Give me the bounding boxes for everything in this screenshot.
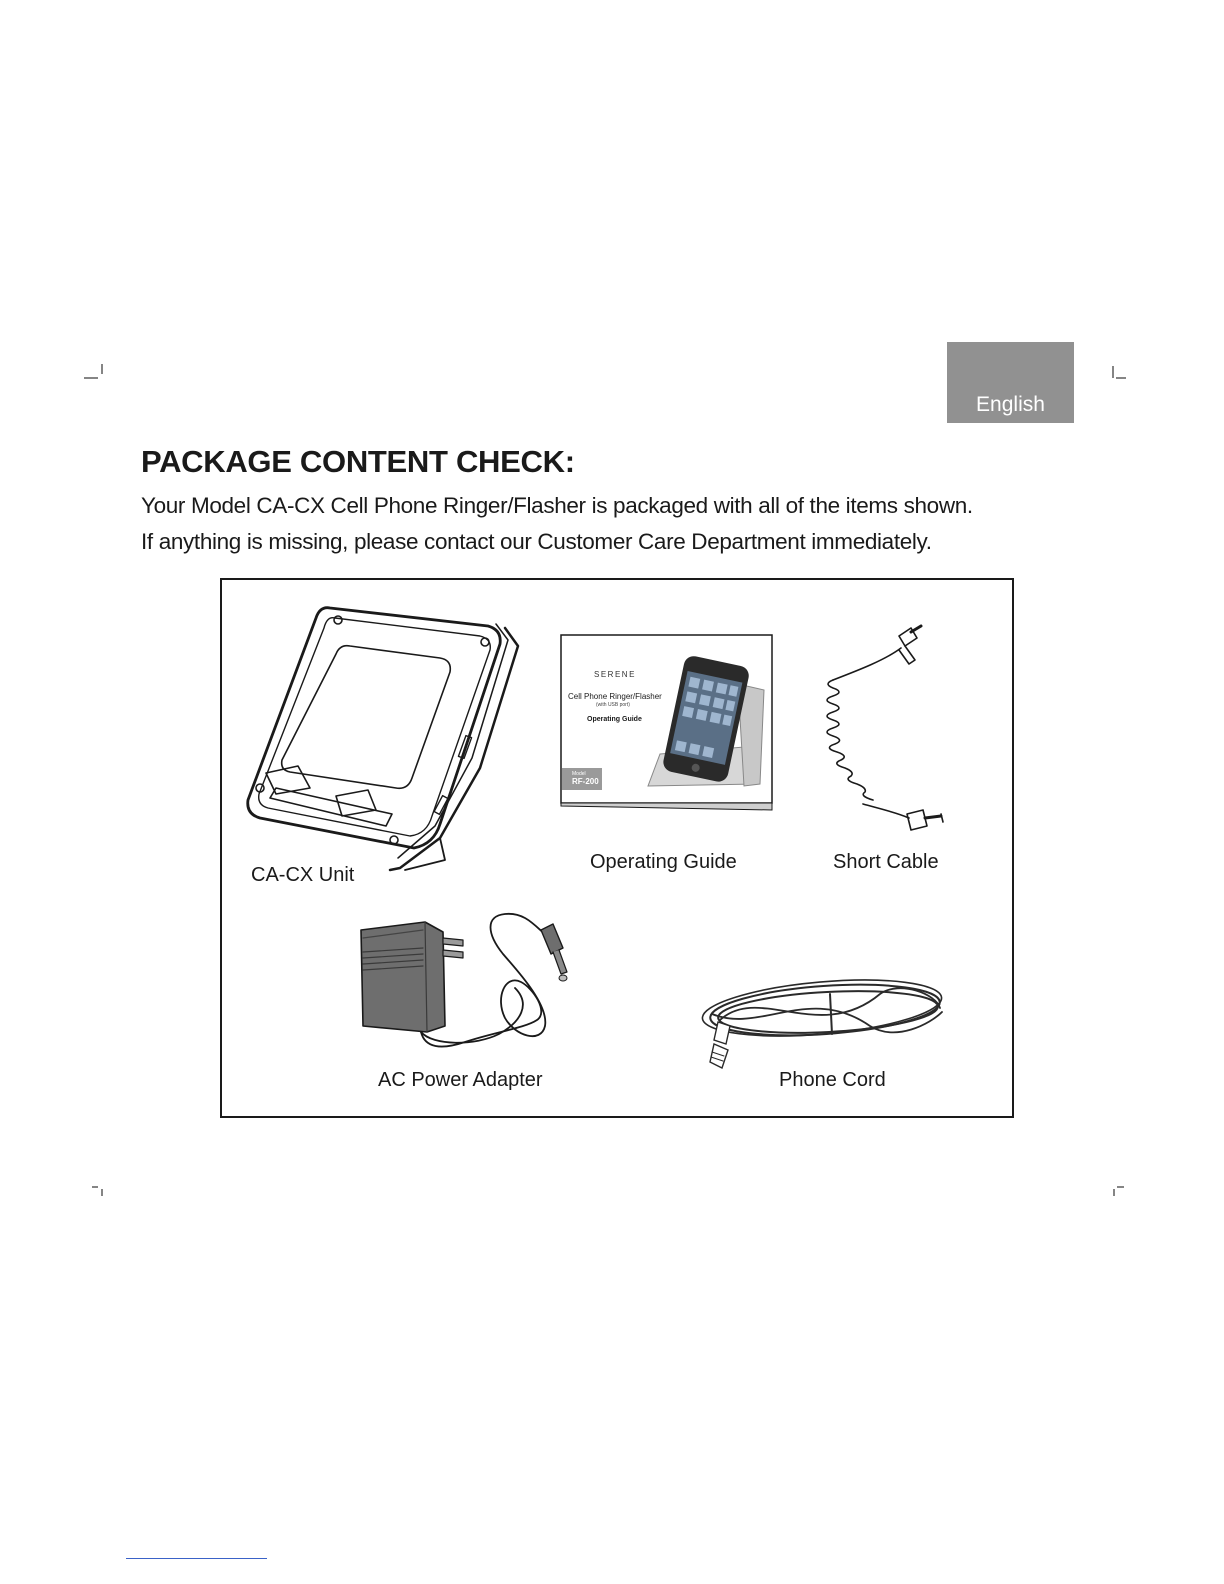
ca-cx-unit-label: CA-CX Unit [251, 864, 355, 886]
guide-doc-title: Operating Guide [587, 716, 642, 723]
guide-model-label: Model [572, 771, 586, 777]
language-tab: English [947, 342, 1074, 423]
phone-cord-label: Phone Cord [779, 1069, 886, 1091]
footer-underline [126, 1558, 267, 1559]
intro-line-1: Your Model CA-CX Cell Phone Ringer/Flasher is packaged with all of the items shown. [141, 493, 973, 518]
operating-guide-label: Operating Guide [590, 851, 737, 873]
phone-cord-illustration [700, 974, 950, 1074]
ca-cx-unit-illustration [240, 598, 530, 878]
intro-line-2: If anything is missing, please contact our Customer Care Department immediately. [141, 529, 932, 554]
intro-paragraph [141, 488, 1101, 560]
page-title: PACKAGE CONTENT CHECK: [141, 444, 575, 479]
crop-mark-bottom-right [1110, 1184, 1130, 1198]
guide-brand: SERENE [594, 670, 636, 679]
guide-title: Cell Phone Ringer/Flasher [568, 692, 662, 701]
operating-guide-illustration [560, 634, 774, 812]
short-cable-label: Short Cable [833, 851, 939, 873]
ac-power-adapter-illustration [355, 908, 570, 1060]
crop-mark-top-left [84, 362, 108, 382]
crop-mark-bottom-left [90, 1184, 110, 1198]
ac-power-adapter-label: AC Power Adapter [378, 1069, 543, 1091]
guide-model: RF-200 [572, 777, 599, 786]
crop-mark-top-right [1110, 362, 1134, 382]
short-cable-illustration [815, 620, 955, 840]
guide-subtitle: (with USB port) [596, 702, 630, 708]
